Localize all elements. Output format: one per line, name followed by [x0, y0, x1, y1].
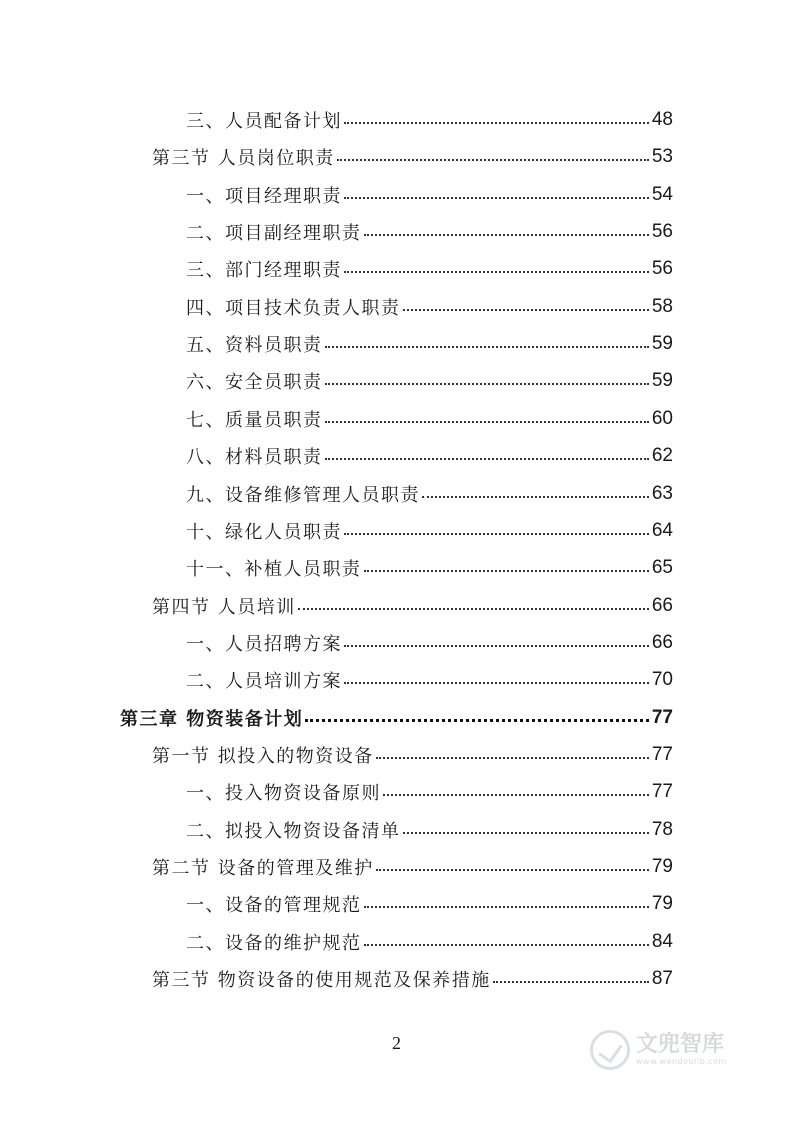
toc-subsection-entry[interactable]: [186, 550, 673, 586]
toc-dot-leader: [344, 682, 649, 684]
toc-subsection-entry[interactable]: [186, 401, 673, 437]
toc-page-number: 58: [651, 295, 673, 317]
toc-dot-leader: [493, 981, 649, 983]
toc-entry-label: 一、投入物资设备原则: [186, 783, 381, 805]
toc-dot-leader: [337, 159, 649, 161]
toc-dot-leader: [344, 122, 649, 124]
toc-entry-label: 十、绿化人员职责: [186, 521, 342, 543]
toc-page-number: 66: [651, 631, 673, 653]
toc-subsection-entry[interactable]: [186, 886, 673, 922]
toc-entry-label: 第三节 物资设备的使用规范及保养措施: [152, 970, 491, 992]
toc-page-number: 60: [651, 407, 673, 429]
toc-page-number: 78: [651, 818, 673, 840]
toc-subsection-entry[interactable]: [186, 812, 673, 848]
toc-page-number: 79: [651, 893, 673, 915]
toc-page-number: 48: [651, 109, 673, 130]
toc-subsection-entry[interactable]: [186, 625, 673, 661]
toc-entry-label: 一、设备的管理规范: [186, 895, 362, 917]
toc-chapter-entry[interactable]: [120, 700, 673, 736]
toc-entry-label: 六、安全员职责: [186, 372, 323, 394]
toc-page-number: 59: [651, 370, 673, 392]
toc-subsection-entry[interactable]: [186, 102, 673, 138]
toc-entry-label: 第三节 人员岗位职责: [152, 148, 335, 170]
toc-page-number: 54: [651, 183, 673, 205]
toc-page-number: 65: [651, 557, 673, 579]
toc-subsection-entry[interactable]: [186, 289, 673, 325]
toc-subsection-entry[interactable]: [186, 251, 673, 287]
toc-entry-label: 一、项目经理职责: [186, 185, 342, 207]
toc-entry-label: 三、人员配备计划: [186, 111, 342, 132]
toc-dot-leader: [376, 869, 649, 871]
toc-subsection-entry[interactable]: [186, 177, 673, 213]
toc-subsection-entry[interactable]: [186, 438, 673, 474]
toc-entry-label: 十一、补植人员职责: [186, 559, 362, 581]
toc-entry-label: 二、人员培训方案: [186, 671, 342, 693]
toc-dot-leader: [305, 719, 649, 722]
toc-dot-leader: [344, 533, 649, 535]
toc-dot-leader: [364, 944, 649, 946]
toc-entry-label: 五、资料员职责: [186, 335, 323, 357]
toc-subsection-entry[interactable]: [186, 326, 673, 362]
toc-page-number: 62: [651, 445, 673, 467]
toc-dot-leader: [383, 794, 649, 796]
toc-dot-leader: [325, 346, 649, 348]
toc-subsection-entry[interactable]: [186, 214, 673, 250]
toc-entry-label: 三、部门经理职责: [186, 260, 342, 282]
toc-page-number: 77: [651, 781, 673, 803]
toc-entry-label: 九、设备维修管理人员职责: [186, 484, 420, 506]
toc-dot-leader: [403, 309, 649, 311]
toc-entry-label: 二、设备的维护规范: [186, 932, 362, 954]
toc-subsection-entry[interactable]: [186, 513, 673, 549]
toc-page-number: 77: [651, 743, 673, 765]
toc-entry-label: 一、人员招聘方案: [186, 633, 342, 655]
toc-page-number: 77: [651, 706, 673, 728]
toc-page-number: 84: [651, 930, 673, 952]
watermark: [590, 1025, 770, 1075]
toc-entry-label: 第一节 拟投入的物资设备: [152, 745, 374, 767]
watermark-url: www.wendoulib.com: [636, 1057, 727, 1066]
toc-dot-leader: [325, 383, 649, 385]
toc-page-number: 59: [651, 333, 673, 355]
toc-page-number: 63: [651, 482, 673, 504]
toc-dot-leader: [325, 458, 649, 460]
toc-page-number: 87: [651, 968, 673, 990]
toc-dot-leader: [403, 832, 649, 834]
toc-subsection-entry[interactable]: [186, 662, 673, 698]
toc-subsection-entry[interactable]: [186, 924, 673, 960]
toc-dot-leader: [298, 608, 649, 610]
page-number: 2: [392, 1033, 401, 1053]
toc-entry-label: 第三章 物资装备计划: [120, 708, 304, 730]
toc-page-number: 56: [651, 221, 673, 243]
toc-dot-leader: [344, 271, 649, 273]
toc-section-entry[interactable]: [152, 961, 673, 997]
toc-entry-label: 二、拟投入物资设备清单: [186, 820, 401, 842]
toc-page-number: 64: [651, 519, 673, 541]
toc-section-entry[interactable]: [152, 737, 673, 773]
watermark-text: 文兜智库: [636, 1032, 725, 1057]
toc-section-entry[interactable]: [152, 849, 673, 885]
toc-dot-leader: [344, 197, 649, 199]
toc-subsection-entry[interactable]: [186, 774, 673, 810]
toc-dot-leader: [376, 757, 649, 759]
toc-page-number: 79: [651, 856, 673, 877]
toc-subsection-entry[interactable]: [186, 476, 673, 512]
toc-entry-label: 四、项目技术负责人职责: [186, 297, 401, 319]
wendou-logo-icon: [590, 1030, 630, 1070]
toc-entry-label: 八、材料员职责: [186, 447, 323, 469]
toc-entry-label: 第二节 设备的管理及维护: [152, 858, 374, 879]
toc-page-number: 70: [651, 669, 673, 691]
toc-subsection-entry[interactable]: [186, 363, 673, 399]
toc-dot-leader: [344, 645, 649, 647]
toc-entry-label: 二、项目副经理职责: [186, 223, 362, 245]
toc-entry-label: 七、质量员职责: [186, 409, 323, 431]
toc-page-number: 66: [651, 594, 673, 616]
toc-entry-label: 第四节 人员培训: [152, 596, 296, 618]
toc-dot-leader: [325, 421, 649, 423]
toc-page-number: 53: [651, 146, 673, 168]
toc-dot-leader: [364, 570, 649, 572]
toc-dot-leader: [364, 906, 649, 908]
toc-page-number: 56: [651, 258, 673, 280]
toc-dot-leader: [422, 496, 649, 498]
toc-section-entry[interactable]: [152, 588, 673, 624]
toc-dot-leader: [364, 234, 649, 236]
toc-section-entry[interactable]: [152, 139, 673, 175]
